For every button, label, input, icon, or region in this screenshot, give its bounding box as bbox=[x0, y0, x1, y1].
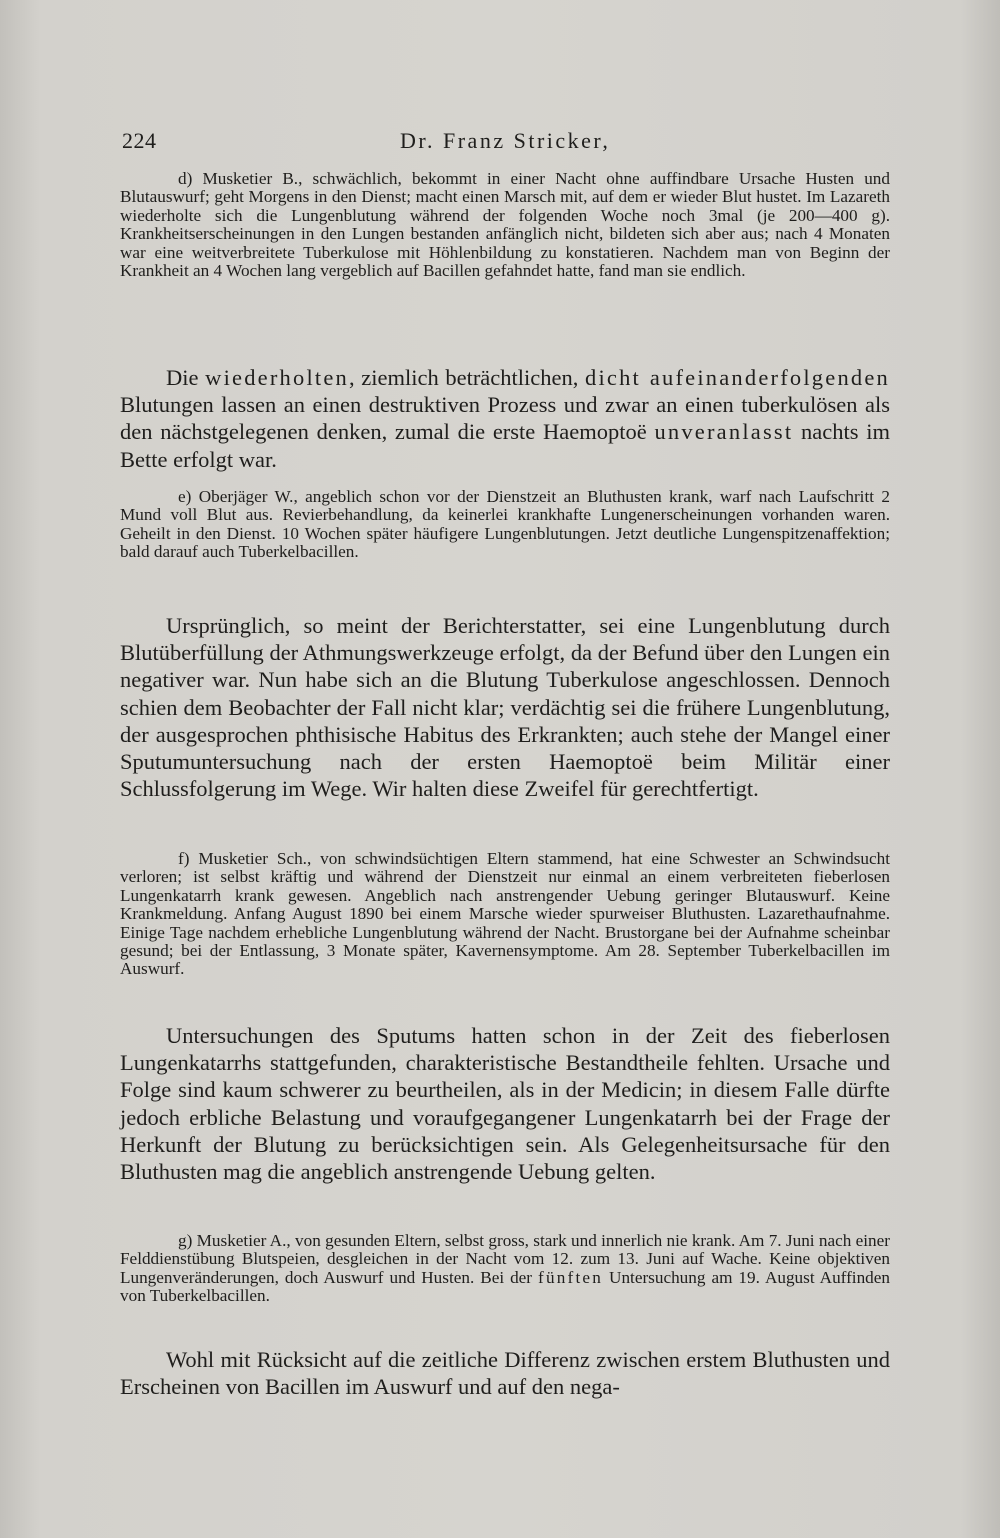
case-d-paragraph: d) Musketier B., schwächlich, bekommt in einer Nacht ohne auffindbare Ursache Husten und Blutauswurf; geht Morgens in den Dienst; macht einen Marsch mit, auf dem er wieder Blut hustet. Im Lazareth wiederholte sich die Lungenblutung während der folgenden Woche noch 3mal (je 200—400 g). Krankheitserscheinungen in den Lungen bestanden anfänglich nicht, bildeten sich aber aus; nach 4 Monaten war eine weitverbreitete Tuberkulose mit Höhlenbildung zu konstatieren. Nachdem man von Beginn der Krankheit an 4 Wochen lang vergeblich auf Bacillen gefahndet hatte, fand man sie endlich. bbox=[120, 169, 890, 281]
body-paragraph-4: Wohl mit Rücksicht auf die zeitliche Differenz zwischen erstem Bluthusten und Erscheinen von Bacillen im Auswurf und auf den nega- bbox=[120, 1347, 890, 1400]
case-e-paragraph: e) Oberjäger W., angeblich schon vor der Dienstzeit an Bluthusten krank, warf nach Laufschritt 2 Mund voll Blut aus. Revierbehandlung, da keinerlei krankhafte Lungenerscheinungen vorhanden waren. Geheilt in den Dienst. 10 Wochen später häufigere Lungenblutungen. Jetzt deutliche Lungenspitzenaffektion; bald darauf auch Tuberkelbacillen. bbox=[120, 487, 890, 562]
case-g-paragraph bbox=[120, 1232, 890, 1306]
text-run: nachts im Bette erfolgt war. bbox=[120, 419, 890, 472]
spaced-emphasis: fünften bbox=[538, 1267, 604, 1287]
text-run: Die bbox=[166, 365, 206, 390]
body-paragraph-1 bbox=[120, 364, 890, 473]
text-run: , ziemlich beträchtlichen, bbox=[348, 365, 586, 390]
running-head: Dr. Franz Stricker, bbox=[400, 128, 611, 153]
spaced-emphasis: dicht aufeinanderfolgenden bbox=[585, 365, 890, 390]
spaced-emphasis: wiederholten bbox=[205, 365, 349, 390]
page-number: 224 bbox=[122, 128, 157, 153]
text-run: Untersuchung am 19. August Auffinden von Tuberkelbacillen. bbox=[120, 1267, 890, 1306]
text-run: g) Musketier A., von gesunden Eltern, selbst gross, stark und innerlich nie krank. Am 7. Juni nach einer Felddienstübung Blutspeien, desgleichen in der Nacht vom 12. zum 13. Juni auf Wache. Keine objektiven Lungenveränderungen, doch Auswurf und Husten. Bei der bbox=[120, 1231, 890, 1287]
case-f-paragraph: f) Musketier Sch., von schwindsüchtigen Eltern stammend, hat eine Schwester an Schwindsucht verloren; ist selbst kräftig und während der Dienstzeit nur einmal an einem verbreiteten fieberlosen Lungenkatarrh krank gewesen. Angeblich nach anstrengender Uebung geringer Blutauswurf. Keine Krankmeldung. Anfang August 1890 bei einem Marsche wieder spurweiser Bluthusten. Lazarethaufnahme. Einige Tage nachdem erhebliche Lungenblutung während der Nacht. Brustorgane bei der Aufnahme scheinbar gesund; bei der Entlassung, 3 Monate später, Kavernensymptome. Am 28. September Tuberkelbacillen im Auswurf. bbox=[120, 849, 890, 979]
spaced-emphasis: unveranlasst bbox=[654, 419, 794, 445]
page-header bbox=[122, 128, 892, 162]
body-paragraph-2: Ursprünglich, so meint der Berichterstatter, sei eine Lungenblutung durch Blutüberfüllung der Athmungswerkzeuge erfolgt, da der Befund über den Lungen ein negativer war. Nun habe sich an die Blutung Tuberkulose angeschlossen. Dennoch schien dem Beobachter der Fall nicht klar; verdächtig sei die frühere Lungenblutung, der ausgesprochen phthisische Habitus des Erkrankten; auch stehe der Mangel einer Sputumuntersuchung nach der ersten Haemoptoë beim Militär einer Schlussfolgerung im Wege. Wir halten diese Zweifel für gerechtfertigt. bbox=[120, 613, 890, 802]
text-run: Blutungen lassen an einen destruktiven Prozess und zwar an einen tuberkulösen als den nächstgelegenen denken, zumal die erste Haemoptoë bbox=[120, 392, 890, 445]
body-paragraph-3: Untersuchungen des Sputums hatten schon in der Zeit des fieberlosen Lungenkatarrhs stattgefunden, charakteristische Bestandtheile fehlten. Ursache und Folge sind kaum schwerer zu beurtheilen, als in der Medicin; in diesem Falle dürfte jedoch erbliche Belastung und voraufgegangener Lungenkatarrh bei der Frage der Herkunft der Blutung zu berücksichtigen sein. Als Gelegenheitsursache für den Bluthusten mag die angeblich anstrengende Uebung gelten. bbox=[120, 1023, 890, 1185]
